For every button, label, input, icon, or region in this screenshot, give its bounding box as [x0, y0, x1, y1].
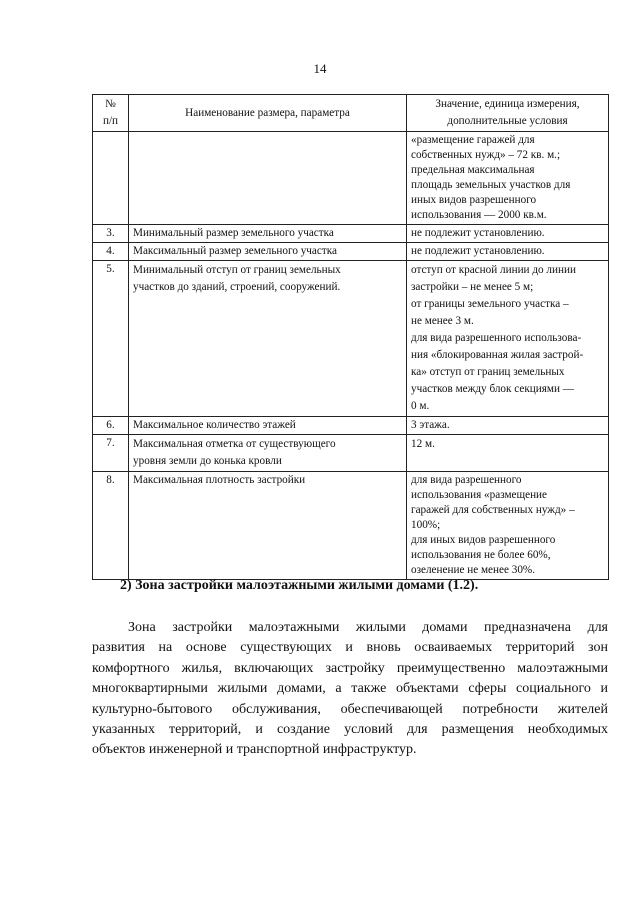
row-parameter-name: [129, 132, 407, 225]
section-paragraph: [92, 618, 608, 761]
value-line: не подлежит установлению.: [411, 245, 545, 257]
row-number: 4.: [93, 243, 129, 261]
value-line: предельная максимальная: [411, 164, 535, 176]
paragraph-line: культурно-бытового обслуживания, обеспечивающей потребности жителей: [92, 701, 608, 717]
paragraph-line: объектов инженерной и транспортной инфраструктур.: [92, 742, 417, 758]
row-parameter-name: Максимальное количество этажей: [129, 417, 407, 435]
value-line: ния «блокированная жилая застрой-: [411, 349, 584, 361]
row-value: [407, 261, 609, 417]
value-line: застройки – не менее 5 м;: [411, 281, 534, 293]
row-parameter-name: Максимальный размер земельного участка: [129, 243, 407, 261]
value-line: для иных видов разрешенного: [411, 534, 556, 546]
value-line: ка» отступ от границ земельных: [411, 366, 565, 378]
paragraph-line: комфортного жилья, включающих застройку преимущественно малоэтажными: [92, 660, 608, 676]
row-value: [407, 417, 609, 435]
row-value: [407, 472, 609, 580]
row-number: 7.: [93, 435, 129, 472]
name-line: участков до зданий, строений, сооружений.: [133, 281, 341, 293]
table-row: [93, 243, 609, 261]
header-number-line1: №: [105, 98, 116, 110]
paragraph-line: Зона застройки малоэтажными жилыми домами предназначена для: [128, 620, 608, 635]
name-line: Максимальная отметка от существующего: [133, 438, 336, 450]
value-line: от границы земельного участка –: [411, 298, 569, 310]
value-line: не менее 3 м.: [411, 315, 474, 327]
value-line: отступ от красной линии до линии: [411, 264, 576, 276]
row-number: 6.: [93, 417, 129, 435]
table-row: [93, 417, 609, 435]
value-line: не подлежит установлению.: [411, 227, 545, 239]
row-number: 5.: [93, 261, 129, 417]
value-line: использования «размещение: [411, 489, 548, 501]
value-line: 12 м.: [411, 438, 435, 450]
row-value: [407, 225, 609, 243]
header-value: [407, 95, 609, 132]
value-line: иных видов разрешенного: [411, 194, 537, 206]
name-line: Минимальный отступ от границ земельных: [133, 264, 341, 276]
table-header-row: [93, 95, 609, 132]
header-parameter-name: Наименование размера, параметра: [129, 95, 407, 132]
table-row: [93, 225, 609, 243]
value-line: 0 м.: [411, 400, 430, 412]
row-parameter-name: [129, 435, 407, 472]
value-line: собственных нужд» – 72 кв. м.;: [411, 149, 561, 161]
value-line: озеленение не менее 30%.: [411, 564, 536, 576]
header-number-line2: п/п: [102, 115, 119, 127]
value-line: 3 этажа.: [411, 419, 450, 431]
row-value: [407, 435, 609, 472]
value-line: гаражей для собственных нужд» –: [411, 504, 575, 516]
table-row: [93, 472, 609, 580]
row-parameter-name: Минимальный размер земельного участка: [129, 225, 407, 243]
row-parameter-name: Максимальная плотность застройки: [129, 472, 407, 580]
section-title: 2) Зона застройки малоэтажными жилыми домами (1.2).: [120, 578, 479, 593]
value-line: для вида разрешенного использова-: [411, 332, 582, 344]
value-line: использования не более 60%,: [411, 549, 551, 561]
header-value-line1: Значение, единица измерения,: [435, 98, 580, 110]
row-number: 3.: [93, 225, 129, 243]
row-parameter-name: [129, 261, 407, 417]
paragraph-line: указанных территорий, и создание условий для размещения необходимых: [92, 722, 608, 738]
paragraph-line: многоквартирными жилыми домами, а также объектами сферы социального и: [92, 681, 608, 697]
row-number: [93, 132, 129, 225]
value-line: площадь земельных участков для: [411, 179, 571, 191]
row-value: [407, 243, 609, 261]
row-number: 8.: [93, 472, 129, 580]
header-number: [93, 95, 129, 132]
table-row: [93, 261, 609, 417]
header-value-line2: дополнительные условия: [447, 115, 568, 127]
value-line: 100%;: [411, 519, 441, 531]
row-value: [407, 132, 609, 225]
table-row: [93, 435, 609, 472]
value-line: для вида разрешенного: [411, 474, 522, 486]
value-line: использования — 2000 кв.м.: [411, 209, 547, 221]
name-line: уровня земли до конька кровли: [133, 455, 282, 467]
table-row: [93, 132, 609, 225]
paragraph-line: развития на основе существующих и вновь осваиваемых территорий зон: [92, 640, 608, 656]
value-line: участков между блок секциями —: [411, 383, 574, 395]
parameters-table: [92, 94, 609, 580]
page-number: 14: [313, 61, 327, 76]
value-line: «размещение гаражей для: [411, 134, 535, 146]
